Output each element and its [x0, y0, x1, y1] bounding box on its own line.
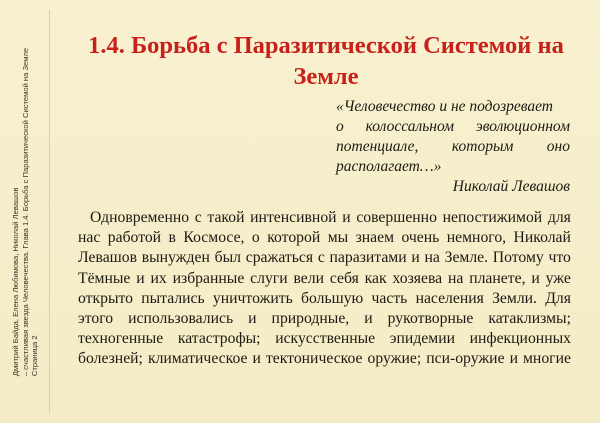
running-header-page-number: Страница 2: [29, 335, 39, 377]
body-word: паразитами: [329, 249, 407, 267]
body-word: Потому: [492, 249, 544, 267]
body-word: большую: [301, 289, 364, 307]
body-word: катаклизмы;: [488, 310, 571, 328]
body-word: себя: [329, 269, 359, 287]
body-word: искусственные: [275, 330, 376, 348]
body-word: часть: [371, 289, 408, 307]
body-word: немного,: [446, 229, 507, 247]
epigraph-line: располагает…»: [336, 158, 442, 175]
body-word: нас: [78, 229, 101, 247]
body-word: оружие;: [367, 350, 422, 368]
body-word: на: [447, 269, 464, 287]
body-word: такой: [207, 209, 245, 226]
body-word: и: [252, 350, 261, 368]
body-word: и: [136, 269, 145, 287]
body-word: о: [251, 229, 260, 247]
body-word: совершенно: [356, 209, 437, 226]
body-word: техногенные: [78, 330, 164, 348]
body-word: избранные: [172, 269, 245, 287]
body-word: пытались: [141, 289, 205, 307]
body-word: и: [411, 249, 420, 267]
body-word: в: [168, 229, 176, 247]
body-word: Земли.: [492, 289, 537, 307]
epigraph-author: Николай Левашов: [452, 178, 570, 195]
body-word: Тёмные: [78, 269, 131, 287]
body-word: работой: [107, 229, 162, 247]
epigraph-word: эволюционном: [475, 118, 570, 135]
body-line: [78, 289, 571, 309]
body-word: Земле.: [444, 249, 489, 267]
epigraph-line: «Человечество и не подозревает: [336, 98, 553, 115]
running-header-line-2: – счастливая звезда Человечества. Глава 1.4. Борьба с Паразитической Системой на Земле: [20, 47, 30, 377]
body-word: и: [509, 350, 518, 368]
epigraph-word: оно: [546, 138, 570, 155]
body-word: как: [364, 269, 387, 287]
body-line: [78, 208, 571, 228]
running-header-line-3: Дмитрий Байда, Елена Любимова, Николай Левашов: [10, 187, 20, 377]
body-word: вели: [293, 269, 324, 287]
body-word: которой: [267, 229, 321, 247]
page-side-margin: [0, 0, 50, 423]
body-word: пси-оружие: [426, 350, 505, 368]
body-word: этого: [78, 310, 114, 328]
body-word: Космосе,: [183, 229, 245, 247]
body-word: болезней;: [78, 350, 143, 368]
epigraph-word: которым: [451, 138, 514, 155]
body-word: инфекционных: [469, 330, 571, 348]
body-word: и: [248, 310, 257, 328]
body-word: тектоническое: [265, 350, 363, 368]
body-word: Николай: [513, 229, 571, 247]
body-word: рукотворные: [387, 310, 474, 328]
body-word: уничтожить: [212, 289, 293, 307]
margin-divider: [49, 10, 50, 413]
running-header: [11, 48, 40, 376]
body-word: планете,: [469, 269, 526, 287]
body-word: был: [214, 249, 241, 267]
body-word: что: [548, 249, 571, 267]
body-word: открыто: [78, 289, 133, 307]
body-word: хозяева: [392, 269, 443, 287]
body-line: [78, 269, 571, 289]
epigraph-word: потенциале,: [336, 138, 419, 155]
chapter-title-line-2: Земле: [293, 63, 359, 90]
body-word: знаем: [355, 229, 395, 247]
body-word: многие: [523, 350, 571, 368]
body-word: слуги: [250, 269, 288, 287]
body-word: вынужден: [141, 249, 210, 267]
body-word: с: [194, 209, 202, 226]
body-word: их: [150, 269, 167, 287]
body-word: климатическое: [147, 350, 248, 368]
chapter-title-line-1: 1.4. Борьба с Паразитической Системой на: [88, 32, 564, 59]
body-word: уже: [545, 269, 571, 287]
body-word: сражаться: [245, 249, 314, 267]
epigraph-word: о: [336, 118, 344, 135]
body-line: [78, 329, 571, 349]
body-word: использовались: [128, 310, 234, 328]
body-word: катастрофы;: [177, 330, 261, 348]
body-word: и: [364, 310, 373, 328]
body-word: на: [424, 249, 440, 267]
body-word: Левашов: [78, 249, 137, 267]
epigraph-line: [336, 117, 570, 137]
body-line: [78, 349, 571, 369]
body-word: эпидемии: [389, 330, 455, 348]
body-word: Одновременно: [90, 209, 190, 226]
body-word: мы: [327, 229, 349, 247]
epigraph-line: [336, 137, 570, 157]
epigraph-quote: [336, 97, 570, 197]
body-word: Для: [545, 289, 571, 307]
body-word: для: [547, 209, 571, 226]
body-paragraph: [78, 208, 571, 370]
body-word: и: [531, 269, 540, 287]
body-word: непостижимой: [442, 209, 543, 226]
chapter-title: [70, 30, 582, 92]
body-word: населения: [415, 289, 484, 307]
body-word: интенсивной: [250, 209, 337, 226]
body-line: [78, 309, 571, 329]
body-line: [78, 248, 571, 268]
body-word: очень: [401, 229, 440, 247]
body-word: с: [317, 249, 325, 267]
body-word: природные,: [271, 310, 350, 328]
body-word: и: [342, 209, 351, 226]
epigraph-word: колоссальном: [365, 118, 455, 135]
body-line: [78, 228, 571, 248]
